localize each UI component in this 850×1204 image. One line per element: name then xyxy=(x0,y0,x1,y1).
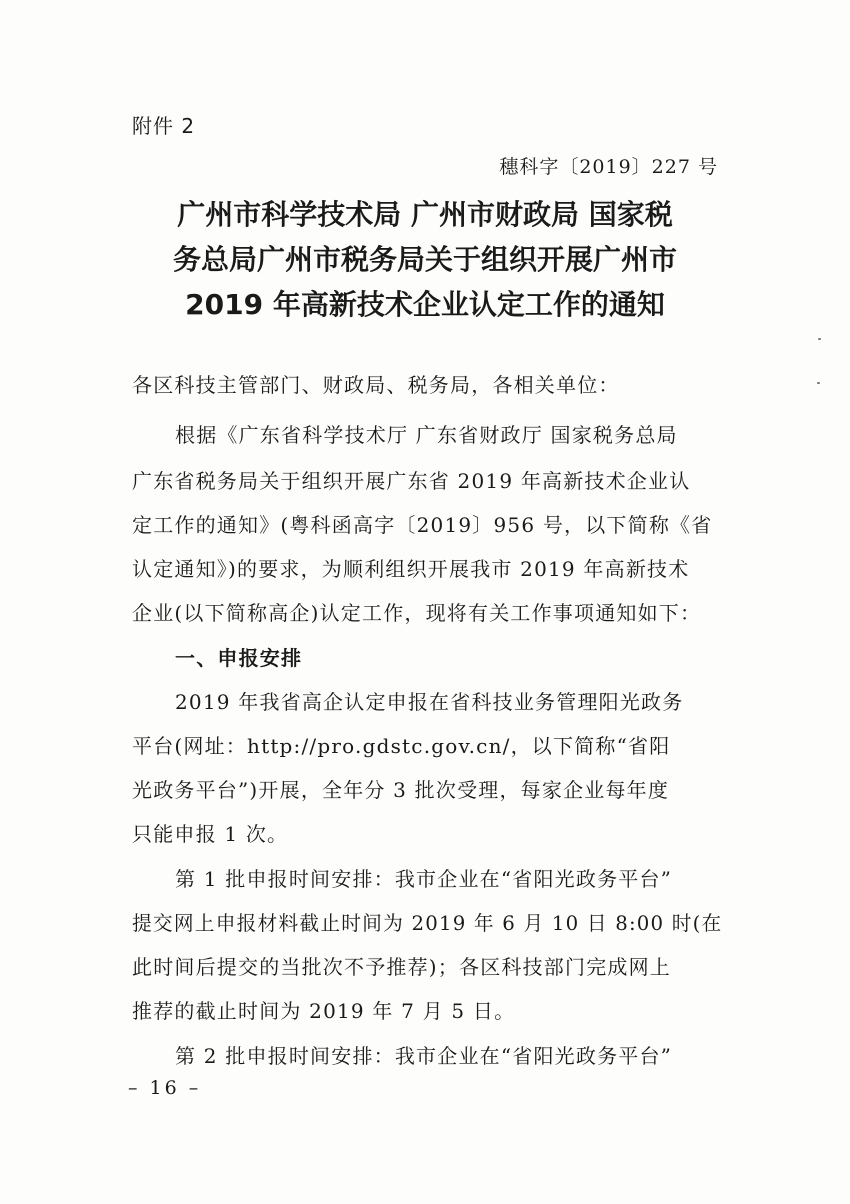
scan-speck xyxy=(817,382,820,384)
attachment-label: 附件 2 xyxy=(132,114,196,138)
paragraph-line: 推荐的截止时间为 2019 年 7 月 5 日。 xyxy=(132,999,516,1023)
paragraph-line: 定工作的通知》(粤科函高字〔2019〕956 号，以下简称《省 xyxy=(132,513,713,537)
paragraph-line: 光政务平台”)开展，全年分 3 批次受理，每家企业每年度 xyxy=(132,778,670,802)
paragraph-line: 此时间后提交的当批次不予推荐)；各区科技部门完成网上 xyxy=(132,955,672,979)
paragraph-line: 提交网上申报材料截止时间为 2019 年 6 月 10 日 8:00 时(在 xyxy=(132,911,723,935)
paragraph-line: 企业(以下简称高企)认定工作，现将有关工作事项通知如下： xyxy=(132,601,702,625)
paragraph-line: 第 1 批申报时间安排：我市企业在“省阳光政务平台” xyxy=(175,867,673,891)
document-title xyxy=(120,192,730,327)
title-line: 2019 年高新技术企业认定工作的通知 xyxy=(185,288,665,321)
paragraph-line: 第 2 批申报时间安排：我市企业在“省阳光政务平台” xyxy=(175,1044,673,1068)
scan-speck xyxy=(818,338,821,340)
salutation: 各区科技主管部门、财政局、税务局，各相关单位： xyxy=(132,373,620,397)
paragraph-line: 平台(网址：http://pro.gdstc.gov.cn/，以下简称“省阳 xyxy=(132,734,671,758)
title-line: 务总局广州市税务局关于组织开展广州市 xyxy=(172,243,677,276)
document-number: 穗科字〔2019〕227 号 xyxy=(499,156,718,178)
page-number: – 16 – xyxy=(128,1077,202,1099)
title-line: 广州市科学技术局 广州市财政局 国家税 xyxy=(177,198,673,231)
paragraph-line: 认定通知》)的要求，为顺利组织开展我市 2019 年高新技术 xyxy=(132,557,690,581)
section-heading: 一、申报安排 xyxy=(175,646,303,670)
paragraph-line: 广东省税务局关于组织开展广东省 2019 年高新技术企业认 xyxy=(132,469,691,493)
paragraph-line: 只能申报 1 次。 xyxy=(132,822,289,846)
paragraph-line: 2019 年我省高企认定申报在省科技业务管理阳光政务 xyxy=(175,690,684,714)
paragraph-line: 根据《广东省科学技术厅 广东省财政厅 国家税务总局 xyxy=(175,423,678,447)
